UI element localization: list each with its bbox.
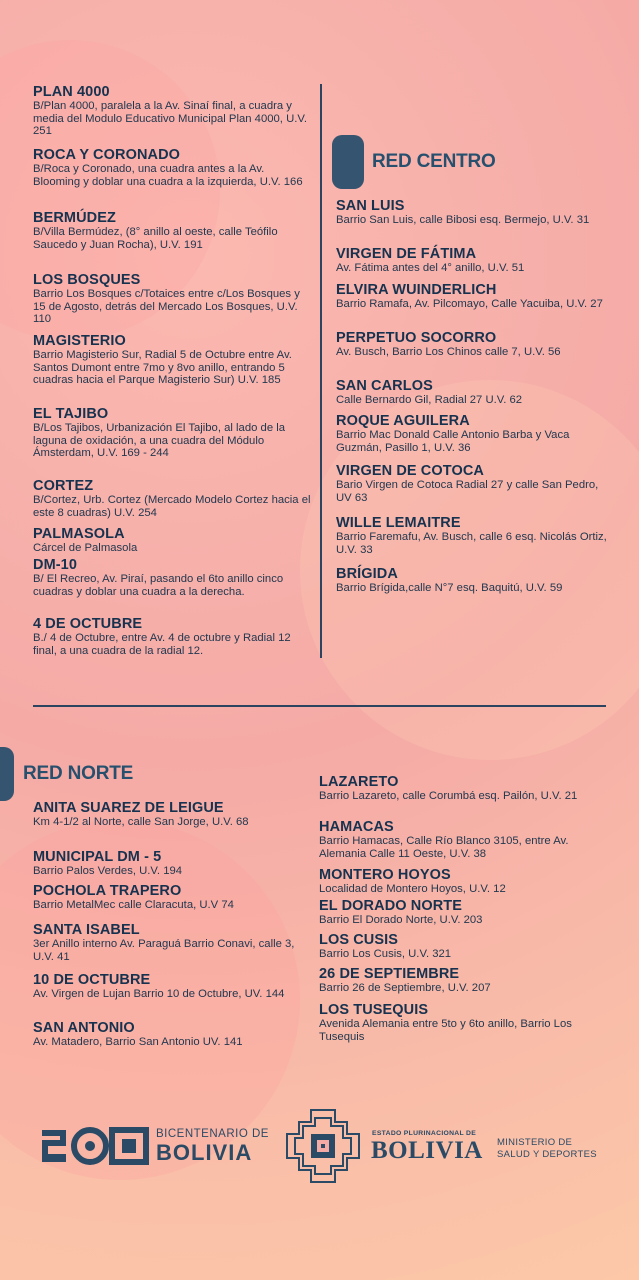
entry-address: Km 4-1/2 al Norte, calle San Jorge, U.V. 68 bbox=[33, 816, 249, 828]
bicentenario-line2: BOLIVIA bbox=[156, 1140, 253, 1165]
center-entry-pochola-trapero bbox=[33, 883, 311, 912]
center-entry-10-de-octubre bbox=[33, 972, 311, 1001]
entry-address: Barrio Los Bosques c/Totaices entre c/Los Bosques y 15 de Agosto, detrás del Mercado Los Bosques, U.V. 110 bbox=[33, 288, 300, 326]
entry-name: PLAN 4000 bbox=[33, 84, 110, 100]
entry-name: ELVIRA WUINDERLICH bbox=[336, 282, 497, 298]
entry-address: Av. Fátima antes del 4° anillo, U.V. 51 bbox=[336, 262, 525, 274]
estado-line2: BOLIVIA bbox=[371, 1137, 483, 1164]
entry-name: 26 DE SEPTIEMBRE bbox=[319, 966, 460, 982]
entry-name: LOS CUSIS bbox=[319, 932, 399, 948]
entry-address: Cárcel de Palmasola bbox=[33, 542, 138, 554]
entry-name: POCHOLA TRAPERO bbox=[33, 883, 182, 899]
bicentenario-line1: BICENTENARIO DE bbox=[156, 1128, 269, 1140]
red-centro-tab bbox=[332, 135, 364, 189]
entry-address: Barrio Palos Verdes, U.V. 194 bbox=[33, 865, 183, 877]
entry-name: MAGISTERIO bbox=[33, 333, 126, 349]
entry-address: Localidad de Montero Hoyos, U.V. 12 bbox=[319, 883, 506, 895]
entry-name: VIRGEN DE FÁTIMA bbox=[336, 246, 477, 262]
entry-name: ROCA Y CORONADO bbox=[33, 147, 181, 163]
entry-name: MUNICIPAL DM - 5 bbox=[33, 849, 162, 865]
center-entry-los-tusequis bbox=[319, 1002, 611, 1043]
center-entry-san-carlos bbox=[336, 378, 612, 407]
center-entry-san-antonio bbox=[33, 1020, 311, 1049]
entry-name: SAN ANTONIO bbox=[33, 1020, 135, 1036]
entry-address: Barrio Brígida,calle N°7 esq. Baquitú, U.V. 59 bbox=[336, 582, 563, 594]
entry-name: PALMASOLA bbox=[33, 526, 125, 542]
entry-name: MONTERO HOYOS bbox=[319, 867, 451, 883]
entry-name: HAMACAS bbox=[319, 819, 394, 835]
entry-address: Barrio Lazareto, calle Corumbá esq. Pailón, U.V. 21 bbox=[319, 790, 578, 802]
center-entry-roca-y-coronado bbox=[33, 147, 311, 188]
center-entry-26-de-septiembre bbox=[319, 966, 611, 995]
entry-name: BERMÚDEZ bbox=[33, 210, 116, 226]
entry-address: Barrio Hamacas, Calle Río Blanco 3105, entre Av. Alemania Calle 11 Oeste, U.V. 38 bbox=[319, 835, 569, 860]
center-entry-san-luis bbox=[336, 198, 612, 227]
center-entry-santa-isabel bbox=[33, 922, 311, 963]
ministerio-line2: SALUD Y DEPORTES bbox=[497, 1149, 597, 1160]
center-entry-los-cusis bbox=[319, 932, 611, 961]
entry-address: B/Los Tajibos, Urbanización El Tajibo, al lado de la laguna de oxidación, a una cuadra del Módulo Ámsterdam, U.V. 169 - 244 bbox=[33, 422, 286, 460]
entry-name: SANTA ISABEL bbox=[33, 922, 140, 938]
entry-name: ROQUE AGUILERA bbox=[336, 413, 470, 429]
entry-address: B/Cortez, Urb. Cortez (Mercado Modelo Cortez hacia el este 8 cuadras) U.V. 254 bbox=[33, 494, 311, 519]
center-entry-anita-suarez-de-leigue bbox=[33, 800, 311, 829]
center-entry-4-de-octubre bbox=[33, 616, 311, 657]
red-norte-title: RED NORTE bbox=[23, 763, 134, 784]
center-entry-montero-hoyos bbox=[319, 867, 611, 896]
column-divider bbox=[320, 84, 322, 658]
entry-name: BRÍGIDA bbox=[336, 566, 398, 582]
footer-logos bbox=[0, 1100, 639, 1190]
entry-address: Avenida Alemania entre 5to y 6to anillo, Barrio Los Tusequis bbox=[319, 1018, 572, 1043]
entry-address: B/Roca y Coronado, una cuadra antes a la Av. Blooming y doblar una cuadra a la izquierda, U.V. 166 bbox=[33, 163, 303, 188]
center-entry-el-dorado-norte bbox=[319, 898, 611, 927]
entry-address: Av. Busch, Barrio Los Chinos calle 7, U.V. 56 bbox=[336, 346, 561, 358]
entry-name: EL TAJIBO bbox=[33, 406, 109, 422]
center-entry-bermudez bbox=[33, 210, 311, 251]
ministerio-line1: MINISTERIO DE bbox=[497, 1137, 573, 1148]
entry-address: Barrio Magisterio Sur, Radial 5 de Octubre entre Av. Santos Dumont entre 7mo y 8vo anillo, entrando 5 cuadras hacia el Parque Magisterio Sur) U.V. 185 bbox=[33, 349, 292, 387]
entry-address: Barrio Los Cusis, U.V. 321 bbox=[319, 948, 452, 960]
center-entry-municipal-dm-5 bbox=[33, 849, 311, 878]
entry-address: Barrio Ramafa, Av. Pilcomayo, Calle Yacuiba, U.V. 27 bbox=[336, 298, 603, 310]
center-entry-perpetuo-socorro bbox=[336, 330, 612, 359]
center-entry-cortez bbox=[33, 478, 311, 519]
red-norte-tab bbox=[0, 747, 14, 801]
entry-address: Calle Bernardo Gil, Radial 27 U.V. 62 bbox=[336, 394, 523, 406]
red-centro-title: RED CENTRO bbox=[372, 151, 496, 172]
entry-address: B/Plan 4000, paralela a la Av. Sinaí final, a cuadra y media del Modulo Educativo Municipal Plan 4000, U.V. 251 bbox=[33, 100, 308, 138]
entry-address: Bario Virgen de Cotoca Radial 27 y calle San Pedro, UV 63 bbox=[336, 479, 599, 504]
entry-name: LAZARETO bbox=[319, 774, 399, 790]
entry-name: 4 DE OCTUBRE bbox=[33, 616, 143, 632]
entry-address: 3er Anillo interno Av. Paraguá Barrio Conavi, calle 3, U.V. 41 bbox=[33, 938, 295, 963]
center-entry-roque-aguilera bbox=[336, 413, 612, 454]
entry-address: B./ 4 de Octubre, entre Av. 4 de octubre y Radial 12 final, a una cuadra de la radial 12. bbox=[33, 632, 291, 657]
entry-name: SAN LUIS bbox=[336, 198, 405, 214]
entry-name: PERPETUO SOCORRO bbox=[336, 330, 497, 346]
entry-address: Barrio MetalMec calle Claracuta, U.V 74 bbox=[33, 899, 234, 911]
center-entry-elvira-wuinderlich bbox=[336, 282, 612, 311]
entry-name: CORTEZ bbox=[33, 478, 94, 494]
entry-name: 10 DE OCTUBRE bbox=[33, 972, 151, 988]
entry-address: B/ El Recreo, Av. Piraí, pasando el 6to anillo cinco cuadras y doblar una cuadra a la derecha. bbox=[33, 573, 284, 598]
entry-name: VIRGEN DE COTOCA bbox=[336, 463, 484, 479]
center-entry-palmasola bbox=[33, 526, 311, 555]
bicentenario-200-logo-icon bbox=[40, 1124, 150, 1168]
entry-name: DM-10 bbox=[33, 557, 78, 573]
center-entry-wille-lemaitre bbox=[336, 515, 612, 556]
entry-name: ANITA SUAREZ DE LEIGUE bbox=[33, 800, 224, 816]
entry-address: Barrio Faremafu, Av. Busch, calle 6 esq. Nicolás Ortiz, U.V. 33 bbox=[336, 531, 607, 556]
entry-name: EL DORADO NORTE bbox=[319, 898, 463, 914]
center-entry-virgen-de-fatima bbox=[336, 246, 612, 275]
center-entry-dm-10 bbox=[33, 557, 311, 598]
center-entry-magisterio bbox=[33, 333, 311, 387]
entry-address: Barrio 26 de Septiembre, U.V. 207 bbox=[319, 982, 491, 994]
entry-address: Av. Matadero, Barrio San Antonio UV. 141 bbox=[33, 1036, 243, 1048]
section-divider bbox=[33, 705, 606, 707]
entry-address: Barrio El Dorado Norte, U.V. 203 bbox=[319, 914, 483, 926]
center-entry-lazareto bbox=[319, 774, 611, 803]
entry-name: WILLE LEMAITRE bbox=[336, 515, 461, 531]
entry-name: SAN CARLOS bbox=[336, 378, 433, 394]
entry-name: LOS BOSQUES bbox=[33, 272, 141, 288]
center-entry-el-tajibo bbox=[33, 406, 311, 460]
entry-address: Barrio San Luis, calle Bibosi esq. Bermejo, U.V. 31 bbox=[336, 214, 590, 226]
estado-plurinacional-seal-icon bbox=[285, 1108, 361, 1184]
entry-address: Barrio Mac Donald Calle Antonio Barba y Vaca Guzmán, Pasillo 1, U.V. 36 bbox=[336, 429, 570, 454]
center-entry-los-bosques bbox=[33, 272, 311, 326]
entry-address: Av. Virgen de Lujan Barrio 10 de Octubre, UV. 144 bbox=[33, 988, 285, 1000]
center-entry-brigida bbox=[336, 566, 612, 595]
entry-address: B/Villa Bermúdez, (8° anillo al oeste, calle Teófilo Saucedo y Juan Rocha), U.V. 191 bbox=[33, 226, 278, 251]
center-entry-plan-4000 bbox=[33, 84, 311, 138]
estado-line1: ESTADO PLURINACIONAL DE bbox=[372, 1130, 477, 1137]
center-entry-hamacas bbox=[319, 819, 611, 860]
center-entry-virgen-de-cotoca bbox=[336, 463, 612, 504]
entry-name: LOS TUSEQUIS bbox=[319, 1002, 429, 1018]
